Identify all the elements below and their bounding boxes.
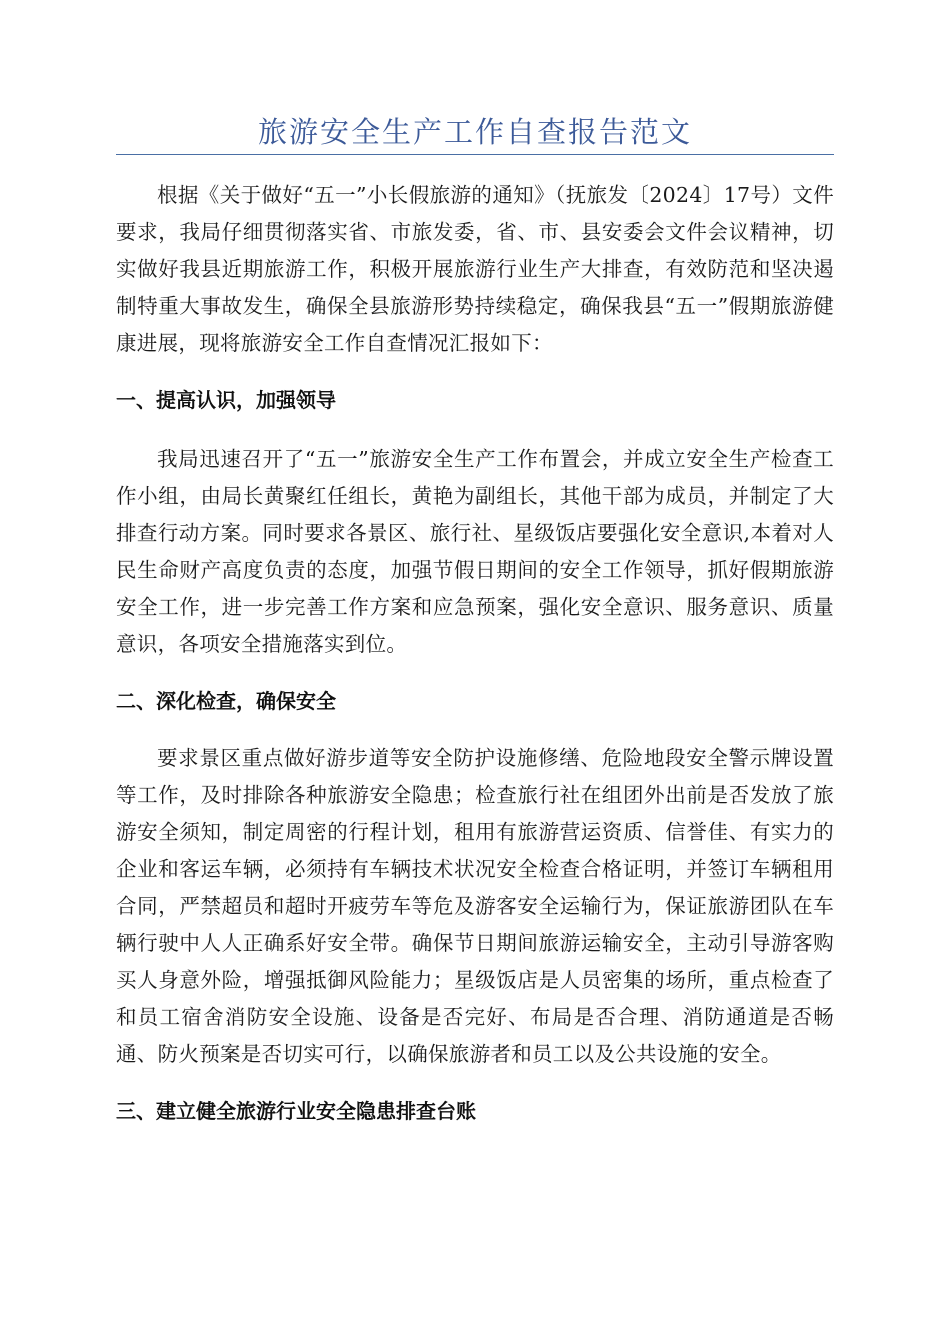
section-heading-1: 一、提高认识，加强领导 [116, 388, 336, 412]
title-underline [116, 154, 834, 155]
section-heading-2: 二、深化检查，确保安全 [116, 689, 336, 713]
section-heading-3: 三、建立健全旅游行业安全隐患排查台账 [116, 1099, 476, 1123]
document-title: 旅游安全生产工作自查报告范文 [257, 115, 692, 149]
section-1-paragraph: 我局迅速召开了“五一”旅游安全生产工作布置会，并成立安全生产检查工作小组，由局长黄聚红任组长，黄艳为副组长，其他干部为成员，并制定了大排查行动方案。同时要求各景区、旅行社、星级饭店要强化安全意识,本着对人民生命财产高度负责的态度，加强节假日期间的安全工作领导，抓好假期旅游安全工作，进一步完善工作方案和应急预案，强化安全意识、服务意识、质量意识，各项安全措施落实到位。 [116, 447, 834, 656]
section-2-paragraph: 要求景区重点做好游步道等安全防护设施修缮、危险地段安全警示牌设置等工作，及时排除各种旅游安全隐患；检查旅行社在组团外出前是否发放了旅游安全须知，制定周密的行程计划，租用有旅游营运资质、信誉佳、有实力的企业和客运车辆，必须持有车辆技术状况安全检查合格证明，并签订车辆租用合同，严禁超员和超时开疲劳车等危及游客安全运输行为，保证旅游团队在车辆行驶中人人正确系好安全带。确保节日期间旅游运输安全，主动引导游客购买人身意外险，增强抵御风险能力；星级饭店是人员密集的场所，重点检查了和员工宿舍消防安全设施、设备是否完好、布局是否合理、消防通道是否畅通、防火预案是否切实可行，以确保旅游者和员工以及公共设施的安全。 [116, 746, 834, 1066]
document-page [116, 0, 834, 1130]
intro-paragraph: 根据《关于做好“五一”小长假旅游的通知》（抚旅发〔2024〕17号）文件要求，我局仔细贯彻落实省、市旅发委，省、市、县安委会文件会议精神，切实做好我县近期旅游工作，积极开展旅游行业生产大排查，有效防范和坚决遏制特重大事故发生，确保全县旅游形势持续稳定，确保我县“五一”假期旅游健康进展，现将旅游安全工作自查情况汇报如下： [116, 183, 834, 355]
